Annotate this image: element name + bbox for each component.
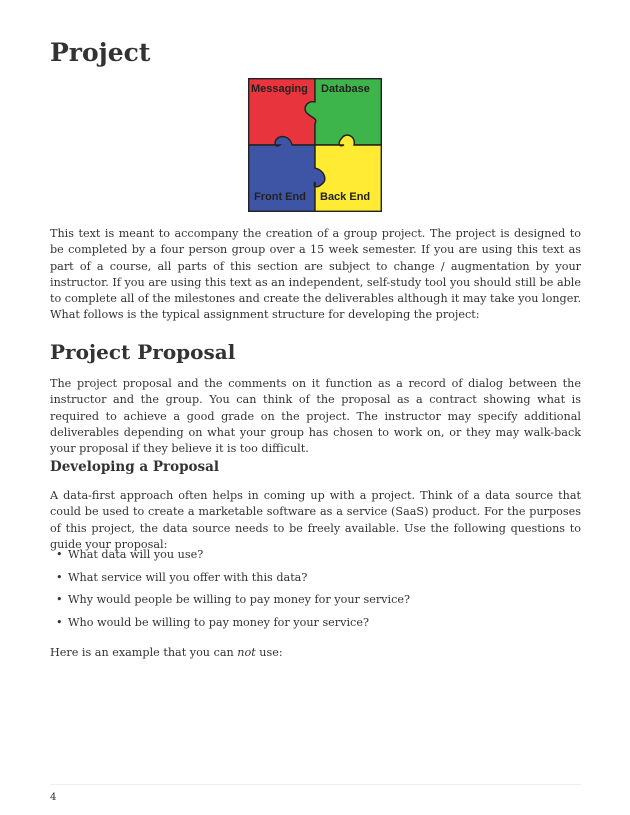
section-heading: Project Proposal [50,340,236,364]
puzzle-label-messaging: Messaging [251,83,308,95]
example-emphasis: not [237,646,256,659]
list-item: • Who would be willing to pay money for your service? [50,615,410,638]
subsection-heading: Developing a Proposal [50,459,220,475]
example-suffix: use: [255,646,283,659]
list-item: • Why would people be willing to pay money for your service? [50,592,410,615]
example-prefix: Here is an example that you can [50,646,238,659]
page-number: 4 [50,792,57,803]
puzzle-label-back-end: Back End [320,191,371,203]
example-paragraph [50,645,581,661]
list-item: • What data will you use? [50,547,410,570]
footer-divider [50,784,581,785]
page-title: Project [50,38,151,67]
section-paragraph: The project proposal and the comments on it function as a record of dialog between the instructor and the group. You can think of the proposal as a contract showing what is required to achieve a good grade on the project. The instructor may specify additional deliverables depending on what your group has chosen to work on, or they may walk-back your proposal if they believe it is too difficult. [50,377,581,456]
list-item: • What service will you offer with this data? [50,570,410,593]
intro-paragraph: This text is meant to accompany the creation of a group project. The project is designed to be completed by a four person group over a 15 week semester. If you are using this text as part of a course, all parts of this section are subject to change / augmentation by your instructor. If you are using this text as an independent, self-study tool you should still be able to complete all of the milestones and create the deliverables although it may take you longer. What follows is the typical assignment structure for developing the project: [50,227,581,322]
subsection-paragraph: A data-first approach often helps in coming up with a project. Think of a data source that could be used to create a marketable software as a service (SaaS) product. For the purposes of this project, the data source needs to be freely available. Use the following questions to guide your proposal: [50,489,581,551]
puzzle-label-database: Database [321,83,370,95]
puzzle-figure [248,78,382,212]
puzzle-label-front-end: Front End [254,191,306,203]
questions-list [50,547,410,638]
